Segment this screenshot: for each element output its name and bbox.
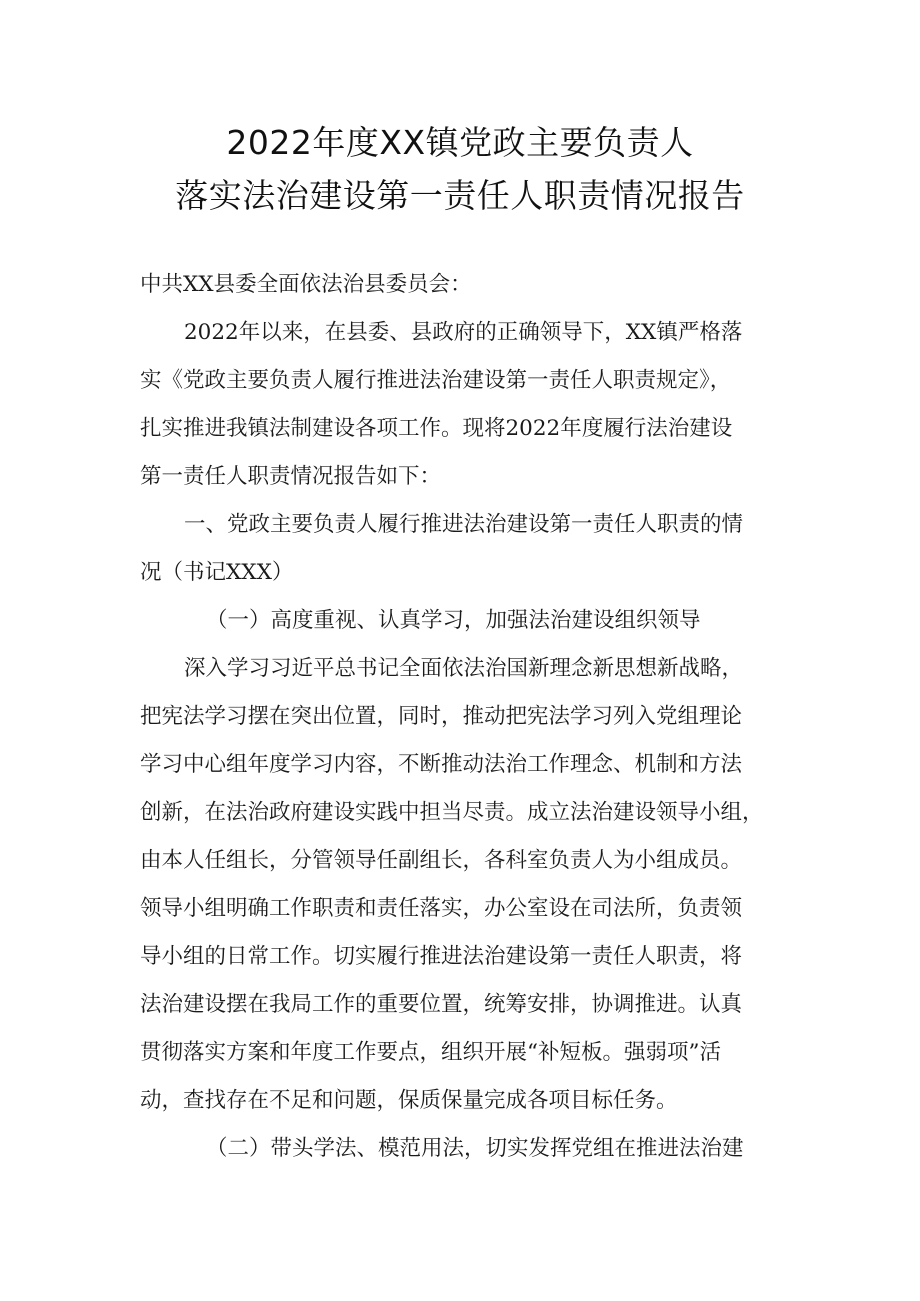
body-line-4: 第一责任人职责情况报告如下： [140, 464, 442, 489]
body-line-1: 2022年以来，在县委、县政府的正确领导下，XX镇严格落 [184, 320, 743, 345]
body-line-7: 学习中心组年度学习内容，不断推动法治工作理念、机制和方法 [140, 752, 743, 777]
section-heading-1-line-2: 况（书记XXX） [140, 560, 294, 585]
body-line-11: 导小组的日常工作。切实履行推进法治建设第一责任人职责，将 [140, 944, 743, 969]
body-line-12: 法治建设摆在我局工作的重要位置，统筹安排，协调推进。认真 [140, 992, 743, 1017]
salutation: 中共XX县委全面依法治县委员会： [140, 272, 472, 297]
body-line-13: 贯彻落实方案和年度工作要点，组织开展“补短板。强弱项”活 [140, 1040, 721, 1065]
body-line-14: 动，查找存在不足和问题，保质保量完成各项目标任务。 [140, 1088, 678, 1113]
subsection-heading-1: （一）高度重视、认真学习，加强法治建设组织领导 [206, 608, 701, 633]
document-title-line-1: 2022年度XX镇党政主要负责人 [226, 123, 694, 162]
document-title-line-2: 落实法治建设第一责任人职责情况报告 [175, 176, 745, 215]
body-line-10: 领导小组明确工作职责和责任落实，办公室设在司法所，负责领 [140, 896, 743, 921]
body-line-5: 深入学习习近平总书记全面依法治国新理念新思想新战略， [184, 656, 744, 681]
body-line-6: 把宪法学习摆在突出位置，同时，推动把宪法学习列入党组理论 [140, 704, 743, 729]
subsection-heading-2: （二）带头学法、模范用法，切实发挥党组在推进法治建 [206, 1136, 744, 1161]
body-line-3: 扎实推进我镇法制建设各项工作。现将2022年度履行法治建设 [140, 416, 733, 441]
body-line-2: 实《党政主要负责人履行推进法治建设第一责任人职责规定》， [140, 368, 732, 393]
body-line-8: 创新，在法治政府建设实践中担当尽责。成立法治建设领导小组， [140, 800, 764, 825]
body-line-9: 由本人任组长，分管领导任副组长，各科室负责人为小组成员。 [140, 848, 743, 873]
section-heading-1-line-1: 一、党政主要负责人履行推进法治建设第一责任人职责的情 [184, 512, 744, 537]
